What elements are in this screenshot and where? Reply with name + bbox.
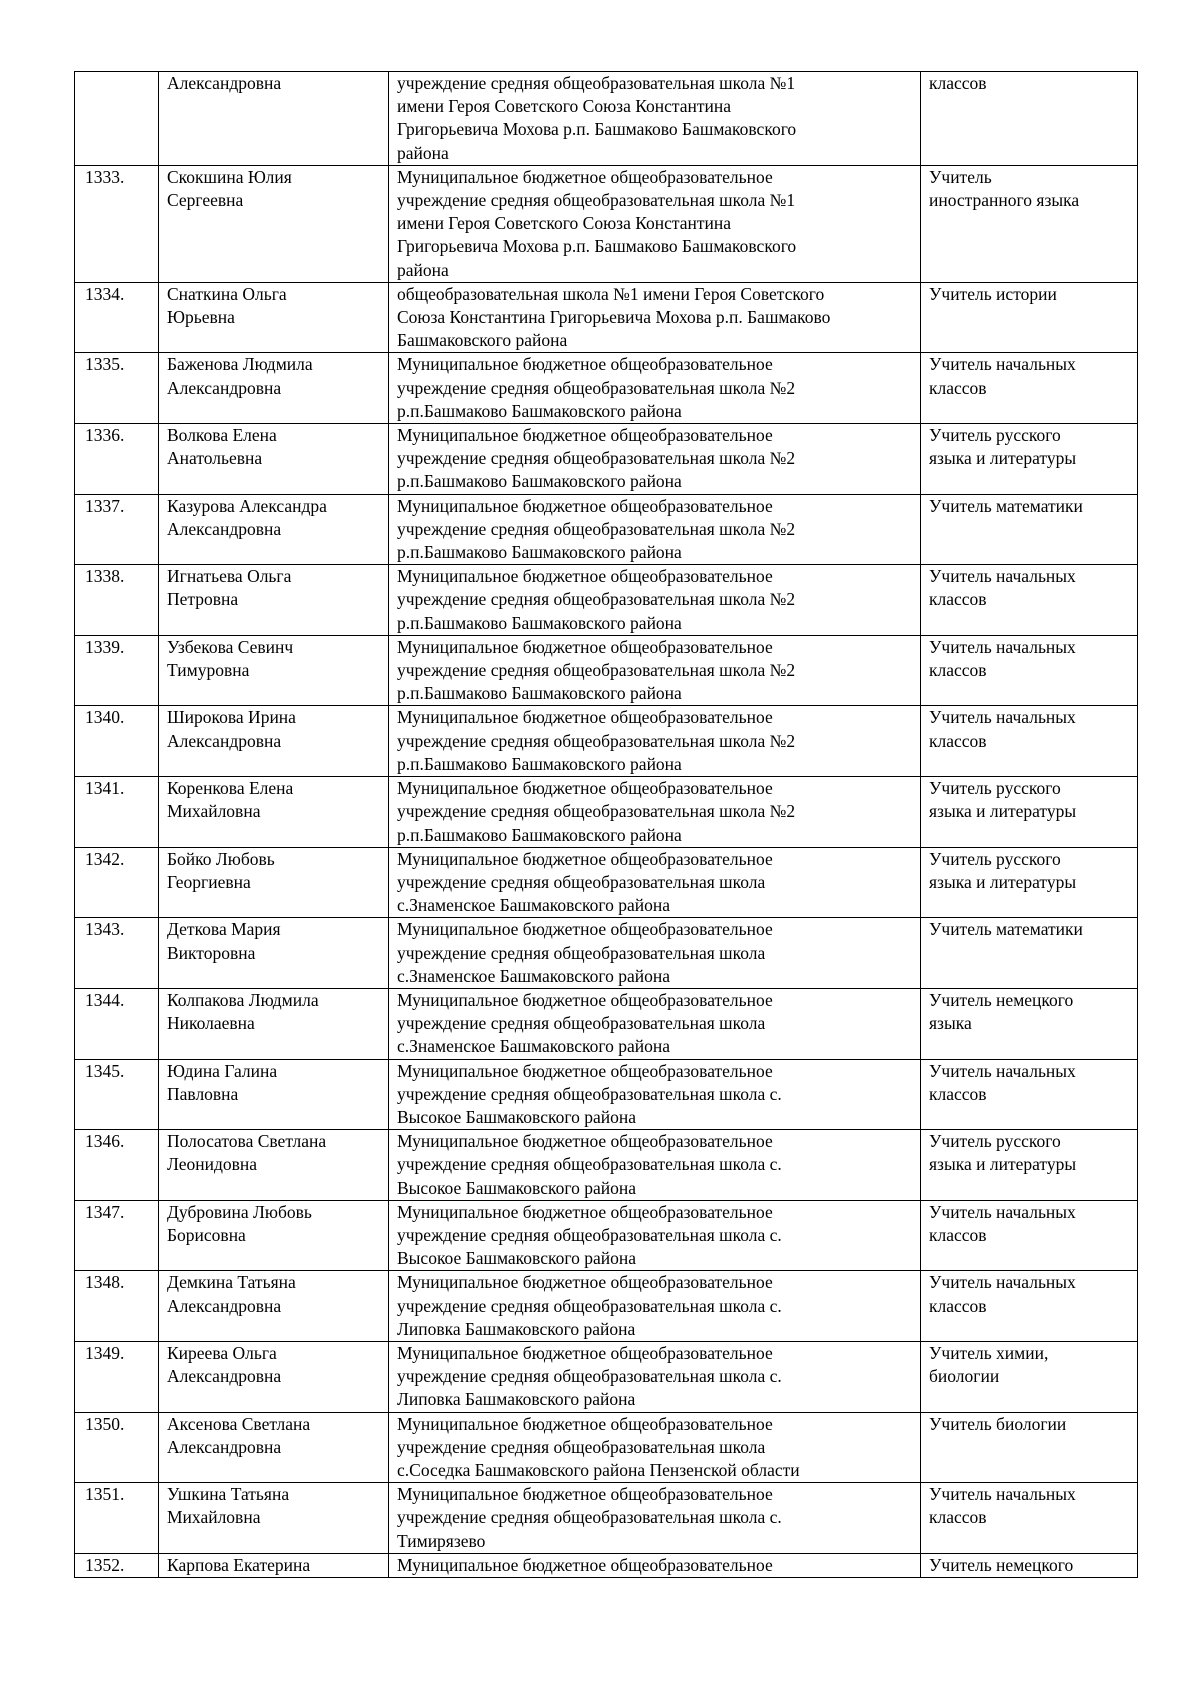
- teacher-name-cell: Дубровина Любовь Борисовна: [159, 1200, 389, 1271]
- organization-cell: Муниципальное бюджетное общеобразовательное учреждение средняя общеобразовательная школа №2 р.п.Башмаково Башмаковского района: [389, 777, 921, 848]
- organization-cell: учреждение средняя общеобразовательная школа №1 имени Героя Советского Союза Константина Григорьевича Мохова р.п. Башмаково Башмаковского района: [389, 72, 921, 166]
- table-row: [75, 1483, 1138, 1554]
- table-row: [75, 1341, 1138, 1412]
- row-number-cell: 1345.: [75, 1059, 159, 1130]
- row-number-cell: 1341.: [75, 777, 159, 848]
- organization-cell: Муниципальное бюджетное общеобразовательное учреждение средняя общеобразовательная школа с. Липовка Башмаковского района: [389, 1341, 921, 1412]
- position-cell: Учитель иностранного языка: [921, 165, 1138, 282]
- organization-cell: Муниципальное бюджетное общеобразовательное учреждение средняя общеобразовательная школа №2 р.п.Башмаково Башмаковского района: [389, 494, 921, 565]
- table-body: [75, 72, 1138, 1578]
- teacher-name-cell: Бойко Любовь Георгиевна: [159, 847, 389, 918]
- teachers-table: [74, 71, 1138, 1578]
- organization-cell: Муниципальное бюджетное общеобразовательное учреждение средняя общеобразовательная школа с. Высокое Башмаковского района: [389, 1200, 921, 1271]
- row-number-cell: 1347.: [75, 1200, 159, 1271]
- table-row: [75, 1059, 1138, 1130]
- table-row: [75, 282, 1138, 353]
- teacher-name-cell: Скокшина Юлия Сергеевна: [159, 165, 389, 282]
- table-row: [75, 565, 1138, 636]
- organization-cell: общеобразовательная школа №1 имени Героя Советского Союза Константина Григорьевича Мохова р.п. Башмаково Башмаковского района: [389, 282, 921, 353]
- organization-cell: Муниципальное бюджетное общеобразовательное учреждение средняя общеобразовательная школа с.Знаменское Башмаковского района: [389, 847, 921, 918]
- position-cell: Учитель немецкого: [921, 1553, 1138, 1577]
- position-cell: Учитель русского языка и литературы: [921, 777, 1138, 848]
- position-cell: Учитель русского языка и литературы: [921, 424, 1138, 495]
- position-cell: Учитель начальных классов: [921, 353, 1138, 424]
- teacher-name-cell: Волкова Елена Анатольевна: [159, 424, 389, 495]
- organization-cell: Муниципальное бюджетное общеобразовательное учреждение средняя общеобразовательная школа №2 р.п.Башмаково Башмаковского района: [389, 353, 921, 424]
- teacher-name-cell: Широкова Ирина Александровна: [159, 706, 389, 777]
- table-row: [75, 988, 1138, 1059]
- table-row: [75, 635, 1138, 706]
- table-row: [75, 1412, 1138, 1483]
- organization-cell: Муниципальное бюджетное общеобразовательное учреждение средняя общеобразовательная школа №2 р.п.Башмаково Башмаковского района: [389, 635, 921, 706]
- row-number-cell: 1352.: [75, 1553, 159, 1577]
- organization-cell: Муниципальное бюджетное общеобразовательное учреждение средняя общеобразовательная школа с.Знаменское Башмаковского района: [389, 988, 921, 1059]
- teacher-name-cell: Полосатова Светлана Леонидовна: [159, 1130, 389, 1201]
- teacher-name-cell: Карпова Екатерина: [159, 1553, 389, 1577]
- position-cell: Учитель начальных классов: [921, 635, 1138, 706]
- teacher-name-cell: Игнатьева Ольга Петровна: [159, 565, 389, 636]
- table-row: [75, 777, 1138, 848]
- teacher-name-cell: Снаткина Ольга Юрьевна: [159, 282, 389, 353]
- teacher-name-cell: Баженова Людмила Александровна: [159, 353, 389, 424]
- table-row: [75, 424, 1138, 495]
- row-number-cell: 1342.: [75, 847, 159, 918]
- position-cell: Учитель начальных классов: [921, 1483, 1138, 1554]
- position-cell: Учитель начальных классов: [921, 1059, 1138, 1130]
- row-number-cell: 1351.: [75, 1483, 159, 1554]
- table-row: [75, 1130, 1138, 1201]
- table-row: [75, 1271, 1138, 1342]
- row-number-cell: 1343.: [75, 918, 159, 989]
- row-number-cell: 1348.: [75, 1271, 159, 1342]
- organization-cell: Муниципальное бюджетное общеобразовательное учреждение средняя общеобразовательная школа №1 имени Героя Советского Союза Константина Григорьевича Мохова р.п. Башмаково Башмаковского района: [389, 165, 921, 282]
- teacher-name-cell: Колпакова Людмила Николаевна: [159, 988, 389, 1059]
- table-row: [75, 165, 1138, 282]
- teacher-name-cell: Александровна: [159, 72, 389, 166]
- organization-cell: Муниципальное бюджетное общеобразовательное учреждение средняя общеобразовательная школа с. Липовка Башмаковского района: [389, 1271, 921, 1342]
- row-number-cell: 1338.: [75, 565, 159, 636]
- table-row: [75, 494, 1138, 565]
- position-cell: Учитель русского языка и литературы: [921, 847, 1138, 918]
- position-cell: Учитель начальных классов: [921, 565, 1138, 636]
- row-number-cell: 1339.: [75, 635, 159, 706]
- organization-cell: Муниципальное бюджетное общеобразовательное учреждение средняя общеобразовательная школа с. Тимирязево: [389, 1483, 921, 1554]
- teacher-name-cell: Демкина Татьяна Александровна: [159, 1271, 389, 1342]
- row-number-cell: 1340.: [75, 706, 159, 777]
- row-number-cell: [75, 72, 159, 166]
- table-row: [75, 1200, 1138, 1271]
- position-cell: Учитель математики: [921, 494, 1138, 565]
- teacher-name-cell: Юдина Галина Павловна: [159, 1059, 389, 1130]
- row-number-cell: 1349.: [75, 1341, 159, 1412]
- teacher-name-cell: Казурова Александра Александровна: [159, 494, 389, 565]
- row-number-cell: 1337.: [75, 494, 159, 565]
- organization-cell: Муниципальное бюджетное общеобразовательное учреждение средняя общеобразовательная школа с.Соседка Башмаковского района Пензенской области: [389, 1412, 921, 1483]
- organization-cell: Муниципальное бюджетное общеобразовательное учреждение средняя общеобразовательная школа с. Высокое Башмаковского района: [389, 1059, 921, 1130]
- table-row: [75, 918, 1138, 989]
- teacher-name-cell: Ушкина Татьяна Михайловна: [159, 1483, 389, 1554]
- row-number-cell: 1335.: [75, 353, 159, 424]
- organization-cell: Муниципальное бюджетное общеобразовательное учреждение средняя общеобразовательная школа с. Высокое Башмаковского района: [389, 1130, 921, 1201]
- position-cell: Учитель математики: [921, 918, 1138, 989]
- teacher-name-cell: Узбекова Севинч Тимуровна: [159, 635, 389, 706]
- position-cell: Учитель истории: [921, 282, 1138, 353]
- position-cell: Учитель химии, биологии: [921, 1341, 1138, 1412]
- position-cell: Учитель начальных классов: [921, 1271, 1138, 1342]
- teacher-name-cell: Аксенова Светлана Александровна: [159, 1412, 389, 1483]
- position-cell: Учитель русского языка и литературы: [921, 1130, 1138, 1201]
- position-cell: Учитель биологии: [921, 1412, 1138, 1483]
- position-cell: Учитель немецкого языка: [921, 988, 1138, 1059]
- position-cell: Учитель начальных классов: [921, 1200, 1138, 1271]
- row-number-cell: 1333.: [75, 165, 159, 282]
- organization-cell: Муниципальное бюджетное общеобразовательное учреждение средняя общеобразовательная школа №2 р.п.Башмаково Башмаковского района: [389, 424, 921, 495]
- organization-cell: Муниципальное бюджетное общеобразовательное учреждение средняя общеобразовательная школа №2 р.п.Башмаково Башмаковского района: [389, 565, 921, 636]
- teacher-name-cell: Киреева Ольга Александровна: [159, 1341, 389, 1412]
- position-cell: Учитель начальных классов: [921, 706, 1138, 777]
- organization-cell: Муниципальное бюджетное общеобразовательное учреждение средняя общеобразовательная школа с.Знаменское Башмаковского района: [389, 918, 921, 989]
- position-cell: классов: [921, 72, 1138, 166]
- table-row: [75, 847, 1138, 918]
- row-number-cell: 1344.: [75, 988, 159, 1059]
- table-row: [75, 72, 1138, 166]
- table-row: [75, 706, 1138, 777]
- table-row: [75, 1553, 1138, 1577]
- row-number-cell: 1336.: [75, 424, 159, 495]
- row-number-cell: 1346.: [75, 1130, 159, 1201]
- table-row: [75, 353, 1138, 424]
- teacher-name-cell: Деткова Мария Викторовна: [159, 918, 389, 989]
- organization-cell: Муниципальное бюджетное общеобразовательное учреждение средняя общеобразовательная школа №2 р.п.Башмаково Башмаковского района: [389, 706, 921, 777]
- teacher-name-cell: Коренкова Елена Михайловна: [159, 777, 389, 848]
- row-number-cell: 1350.: [75, 1412, 159, 1483]
- organization-cell: Муниципальное бюджетное общеобразовательное: [389, 1553, 921, 1577]
- row-number-cell: 1334.: [75, 282, 159, 353]
